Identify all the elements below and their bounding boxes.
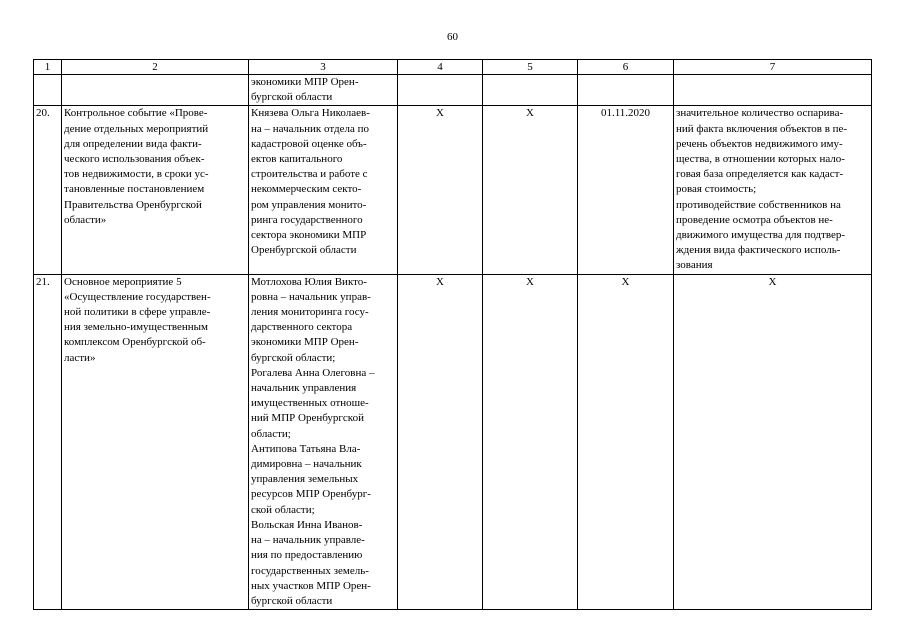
cell-responsible [249,106,398,274]
cell-col4 [398,75,483,106]
text-line: начальник управления [251,382,357,395]
text-line: движимого имущества для подтвер- [676,229,846,242]
header-cell: 2 [62,60,249,75]
page-number: 60 [447,31,458,43]
cell-col6: X [578,274,674,609]
cell-responsible [249,274,398,609]
text-line: кадастровой оценке объ- [251,137,367,150]
text-line: ровая стоимость; [676,183,757,196]
text-line: ческого использования объек- [64,153,205,166]
text-line: бургской области [251,594,333,607]
text-line: Оренбургской области [251,244,357,257]
cell-col4: X [398,106,483,274]
cell-num [34,75,62,106]
cell-col5 [483,75,578,106]
text-line: ной политики в сфере управле- [64,306,211,319]
text-line: Князева Ольга Николаев- [251,107,370,120]
text-line: ных участков МПР Орен- [251,579,371,592]
text-line: области» [64,213,107,226]
text-line: ресурсов МПР Оренбург- [251,488,371,501]
cell-responsible [249,75,398,106]
cell-event [62,75,249,106]
table-row-21 [34,274,872,609]
row-number: 20. [34,106,62,274]
measures-table [33,59,872,610]
cell-col5: X [483,274,578,609]
text-line: ний МПР Оренбургской [251,412,364,425]
text-line: Рогалева Анна Олеговна – [251,366,375,379]
text-line: для определении вида факти- [64,137,202,150]
header-cell: 6 [578,60,674,75]
row-number: 21. [34,274,62,609]
header-cell: 1 [34,60,62,75]
text-line: ния по предоставлению [251,549,363,562]
cell-risks [674,106,872,274]
text-line: говая база определяется как кадаст- [676,168,844,181]
text-line: управления земельных [251,473,359,486]
text-line: строительства и работе с [251,168,368,181]
text-line: области; [251,427,291,440]
cell-col7 [674,75,872,106]
text-line: на – начальник отдела по [251,122,369,135]
header-cell: 4 [398,60,483,75]
cell-event [62,106,249,274]
text-line: противодействие собственников на [676,198,841,211]
text-line: Вольская Инна Иванов- [251,518,363,531]
text-line: значительное количество оспарива- [676,107,844,120]
text-line: Основное мероприятие 5 [64,275,182,288]
text-line: ектов капитального [251,153,343,166]
text-line: тановленные постановлением [64,183,205,196]
cell-date: 01.11.2020 [578,106,674,274]
cell-col5: X [483,106,578,274]
text-line: Контрольное событие «Прове- [64,107,208,120]
table-row-20 [34,106,872,274]
text-line: государственных земель- [251,564,369,577]
text-line: ром управления монито- [251,198,367,211]
text-line: «Осуществление государствен- [64,290,211,303]
text-line: ласти» [64,351,96,364]
text-line: экономики МПР Орен- [251,76,359,88]
text-line: зования [676,259,713,272]
header-row [34,60,872,75]
text-line: ния земельно-имущественным [64,321,209,334]
text-line: ровна – начальник управ- [251,290,371,303]
header-cell: 5 [483,60,578,75]
text-line: ждения вида фактического исполь- [676,244,841,257]
text-line: димировна – начальник [251,458,362,471]
text-line: проведение осмотра объектов не- [676,213,833,226]
continuation-row [34,75,872,106]
text-line: щества, в отношении которых нало- [676,153,845,166]
cell-col7: X [674,274,872,609]
cell-col4: X [398,274,483,609]
text-line: бургской области; [251,351,336,364]
text-line: ской области; [251,503,315,516]
text-line: дение отдельных мероприятий [64,122,209,135]
text-line: некоммерческим секто- [251,183,362,196]
header-cell: 7 [674,60,872,75]
text-line: ления мониторинга госу- [251,306,369,319]
cell-event [62,274,249,609]
text-line: Мотлохова Юлия Викто- [251,275,367,288]
text-line: комплексом Оренбургской об- [64,336,206,349]
text-line: бургской области [251,91,333,104]
text-line: сектора экономики МПР [251,229,367,242]
text-line: имущественных отноше- [251,397,369,410]
text-line: Правительства Оренбургской [64,198,202,211]
text-line: экономики МПР Орен- [251,336,359,349]
text-line: на – начальник управле- [251,534,365,547]
cell-col6 [578,75,674,106]
text-line: ринга государственного [251,213,363,226]
text-line: речень объектов недвижимого иму- [676,137,843,150]
header-cell: 3 [249,60,398,75]
text-line: тов недвижимости, в сроки ус- [64,168,209,181]
text-line: дарственного сектора [251,321,353,334]
text-line: ний факта включения объектов в пе- [676,122,848,135]
text-line: Антипова Татьяна Вла- [251,442,361,455]
